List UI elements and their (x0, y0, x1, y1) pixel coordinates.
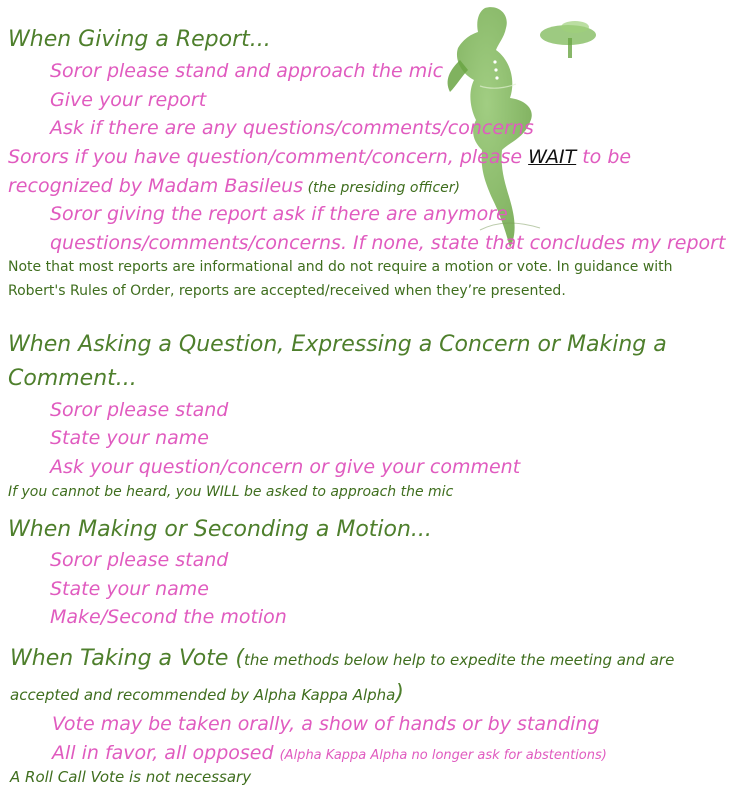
wait-emphasis: WAIT (528, 146, 577, 168)
report-note-line2: Robert's Rules of Order, reports are accepted/received when they’re presented. (8, 283, 566, 299)
vote-heading: When Taking a Vote ( (10, 646, 244, 671)
vote-heading-close: ) (395, 681, 404, 706)
report-step-anymore: Soror giving the report ask if there are anymore (50, 203, 508, 225)
question-heading-line2: Comment... (8, 366, 137, 391)
vote-heading-note-2: accepted and recommended by Alpha Kappa Alpha (10, 686, 396, 704)
tree-icon (540, 21, 596, 58)
vote-heading-note: the methods below help to expedite the meeting and are (243, 651, 675, 669)
vote-step-favor-line (52, 742, 607, 764)
report-recognized-text: recognized by Madam Basileus (8, 175, 304, 197)
vote-heading-line2 (10, 681, 404, 706)
question-step-name: State your name (50, 427, 209, 449)
report-sorors-text-end: to be (576, 146, 632, 168)
vote-heading-line (10, 646, 674, 671)
report-sorors-text: Sorors if you have question/comment/concern, please (8, 146, 529, 168)
question-note: If you cannot be heard, you WILL be asked to approach the mic (8, 484, 454, 500)
presiding-officer-note: (the presiding officer) (303, 180, 460, 196)
question-heading-line1: When Asking a Question, Expressing a Concern or Making a (8, 332, 667, 357)
vote-step-favor: All in favor, all opposed (52, 742, 280, 764)
report-step-concludes: questions/comments/concerns. If none, state that concludes my report (50, 232, 726, 254)
question-step-ask: Ask your question/concern or give your comment (50, 456, 521, 478)
report-sorors-line (8, 146, 631, 168)
report-step-stand: Soror please stand and approach the mic (50, 60, 444, 82)
report-recognized-line (8, 175, 460, 197)
report-note-line1: Note that most reports are informational and do not require a motion or vote. In guidance with (8, 259, 673, 275)
vote-step-orally: Vote may be taken orally, a show of hands or by standing (52, 713, 600, 735)
question-step-stand: Soror please stand (50, 399, 229, 421)
motion-step-name: State your name (50, 578, 209, 600)
motion-step-make: Make/Second the motion (50, 606, 287, 628)
report-step-ask: Ask if there are any questions/comments/concerns (50, 117, 534, 139)
vote-note: A Roll Call Vote is not necessary (10, 768, 252, 786)
motion-heading: When Making or Seconding a Motion... (8, 517, 432, 542)
abstentions-note: (Alpha Kappa Alpha no longer ask for abstentions) (279, 748, 607, 763)
report-step-give: Give your report (50, 89, 207, 111)
motion-step-stand: Soror please stand (50, 549, 229, 571)
report-heading: When Giving a Report... (8, 27, 271, 52)
